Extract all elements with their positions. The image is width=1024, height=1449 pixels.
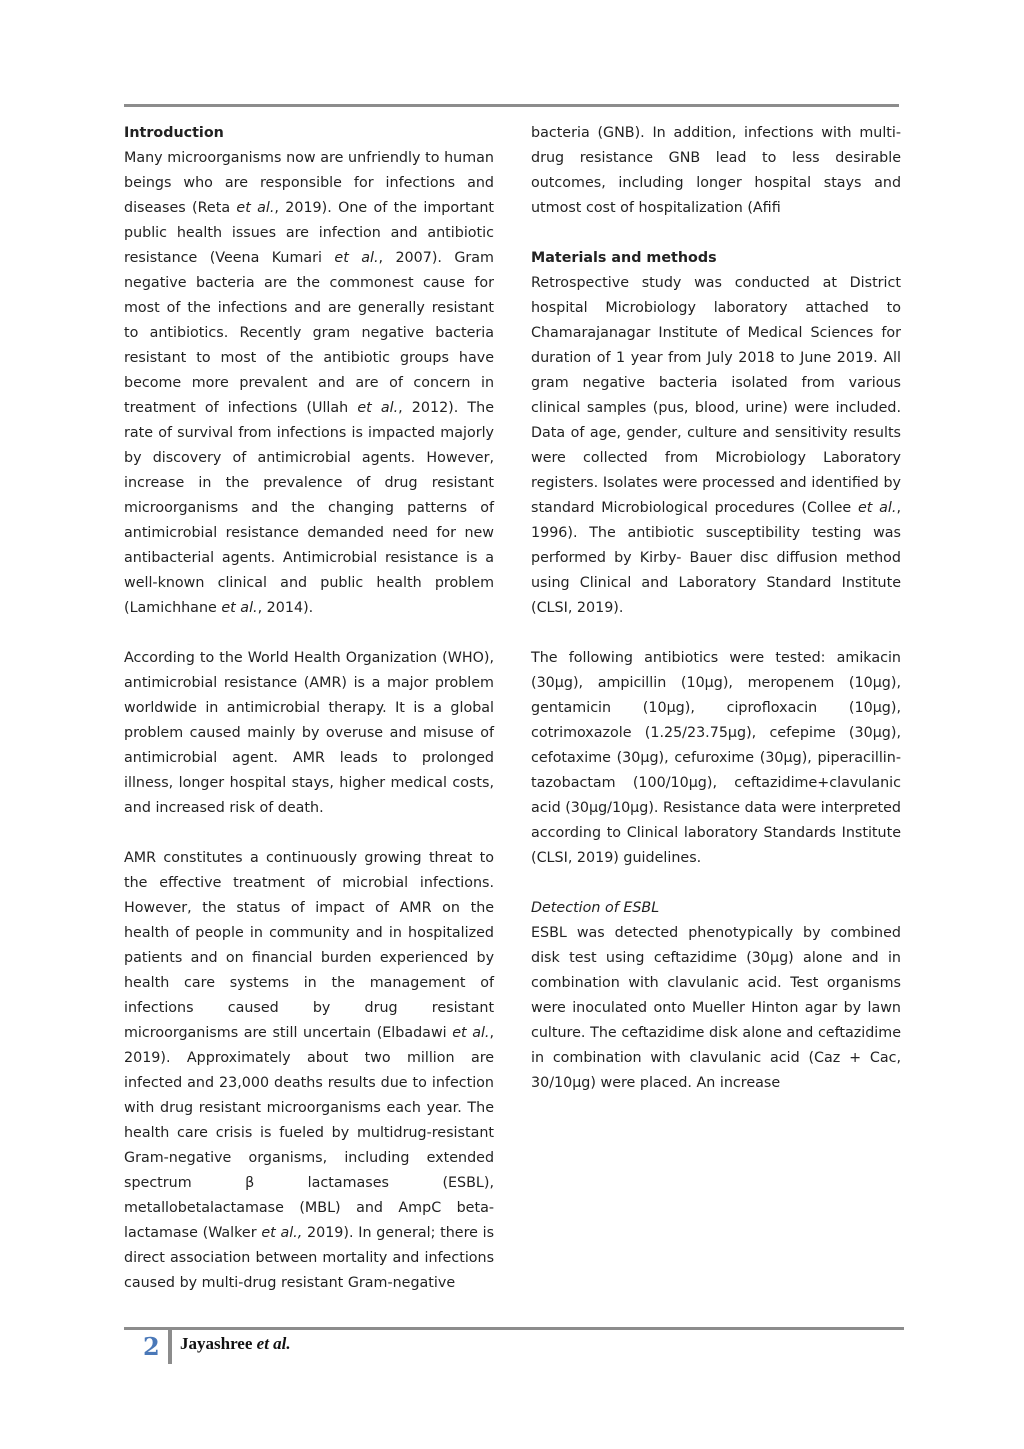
intro-paragraph-2: According to the World Health Organization (WHO), antimicrobial resistance (AMR) is a major problem worldwide in antimicrobial therapy. It is a global problem caused mainly by overuse and misuse of antimicrobial agent. AMR leads to prolonged illness, longer hospital stays, higher medical costs, and increased risk of death. bbox=[124, 650, 494, 816]
footer-divider bbox=[168, 1330, 172, 1364]
methods-heading: Materials and methods bbox=[531, 250, 717, 266]
footer-author: Jayashree et al. bbox=[180, 1334, 291, 1353]
introduction-heading: Introduction bbox=[124, 125, 224, 141]
intro-paragraph-3: AMR constitutes a continuously growing threat to the effective treatment of microbial infections. However, the status of impact of AMR on the health of people in community and in hospitalized patients and on financial burden experienced by health care systems in the management of infections caused by drug resistant microorganisms are still uncertain (Elbadawi et al., 2019). Approximately about two million are infected and 23,000 deaths results due to infection with drug resistant microorganisms each year. The health care crisis is fueled by multidrug-resistant Gram-negative organisms, including extended spectrum β lactamases (ESBL), metallobetalactamase (MBL) and AmpC beta-lactamase (Walker et al., 2019). In general; there is direct association between mortality and infections caused by multi-drug resistant Gram-negative bbox=[124, 850, 495, 1291]
intro-paragraph-1: Many microorganisms now are unfriendly to human beings who are responsible for infections and diseases (Reta et al., 2019). One of the important public health issues are infection and antibiotic resistance (Veena Kumari et al., 2007). Gram negative bacteria are the commonest cause for most of the infections and are generally resistant to antibiotics. Recently gram negative bacteria resistant to most of the antibiotic groups have become more prevalent and are of concern in treatment of infections (Ullah et al., 2012). The rate of survival from infections is impacted majorly by discovery of antimicrobial agents. However, increase in the prevalence of drug resistant microorganisms and the changing patterns of antimicrobial resistance demanded need for new antibacterial agents. Antimicrobial resistance is a well-known clinical and public health problem (Lamichhane et al., 2014). bbox=[124, 150, 494, 616]
esbl-paragraph: ESBL was detected phenotypically by combined disk test using ceftazidime (30µg) alone and in combination with clavulanic acid. Test organisms were inoculated onto Mueller Hinton agar by lawn culture. The ceftazidime disk alone and ceftazidime in combination with clavulanic acid (Caz + Cac, 30/10µg) were placed. An increase bbox=[531, 925, 901, 1091]
footer-rule bbox=[124, 1327, 904, 1330]
methods-paragraph-2: The following antibiotics were tested: amikacin (30µg), ampicillin (10µg), meropenem (10µg), gentamicin (10µg), ciprofloxacin (10µg), cotrimoxazole (1.25/23.75µg), cefepime (30µg), cefotaxime (30µg), cefuroxime (30µg), piperacillin-tazobactam (100/10µg), ceftazidime+clavulanic acid (30µg/10µg). Resistance data were interpreted according to Clinical laboratory Standards Institute (CLSI, 2019) guidelines. bbox=[531, 650, 901, 866]
intro-paragraph-3-continued: bacteria (GNB). In addition, infections with multi-drug resistance GNB lead to less desirable outcomes, including longer hospital stays and utmost cost of hospitalization (Afifi bbox=[531, 125, 902, 216]
methods-paragraph-1: Retrospective study was conducted at District hospital Microbiology laboratory attached to Chamarajanagar Institute of Medical Sciences for duration of 1 year from July 2018 to June 2019. All gram negative bacteria isolated from various clinical samples (pus, blood, urine) were included. Data of age, gender, culture and sensitivity results were collected from Microbiology Laboratory registers. Isolates were processed and identified by standard Microbiological procedures (Collee et al., 1996). The antibiotic susceptibility testing was performed by Kirby- Bauer disc diffusion method using Clinical and Laboratory Standard Institute (CLSI, 2019). bbox=[531, 275, 901, 616]
header-rule bbox=[124, 104, 899, 107]
page-number: 2 bbox=[143, 1332, 160, 1361]
right-column bbox=[531, 121, 901, 1096]
esbl-heading: Detection of ESBL bbox=[531, 900, 660, 916]
left-column bbox=[124, 121, 494, 1296]
